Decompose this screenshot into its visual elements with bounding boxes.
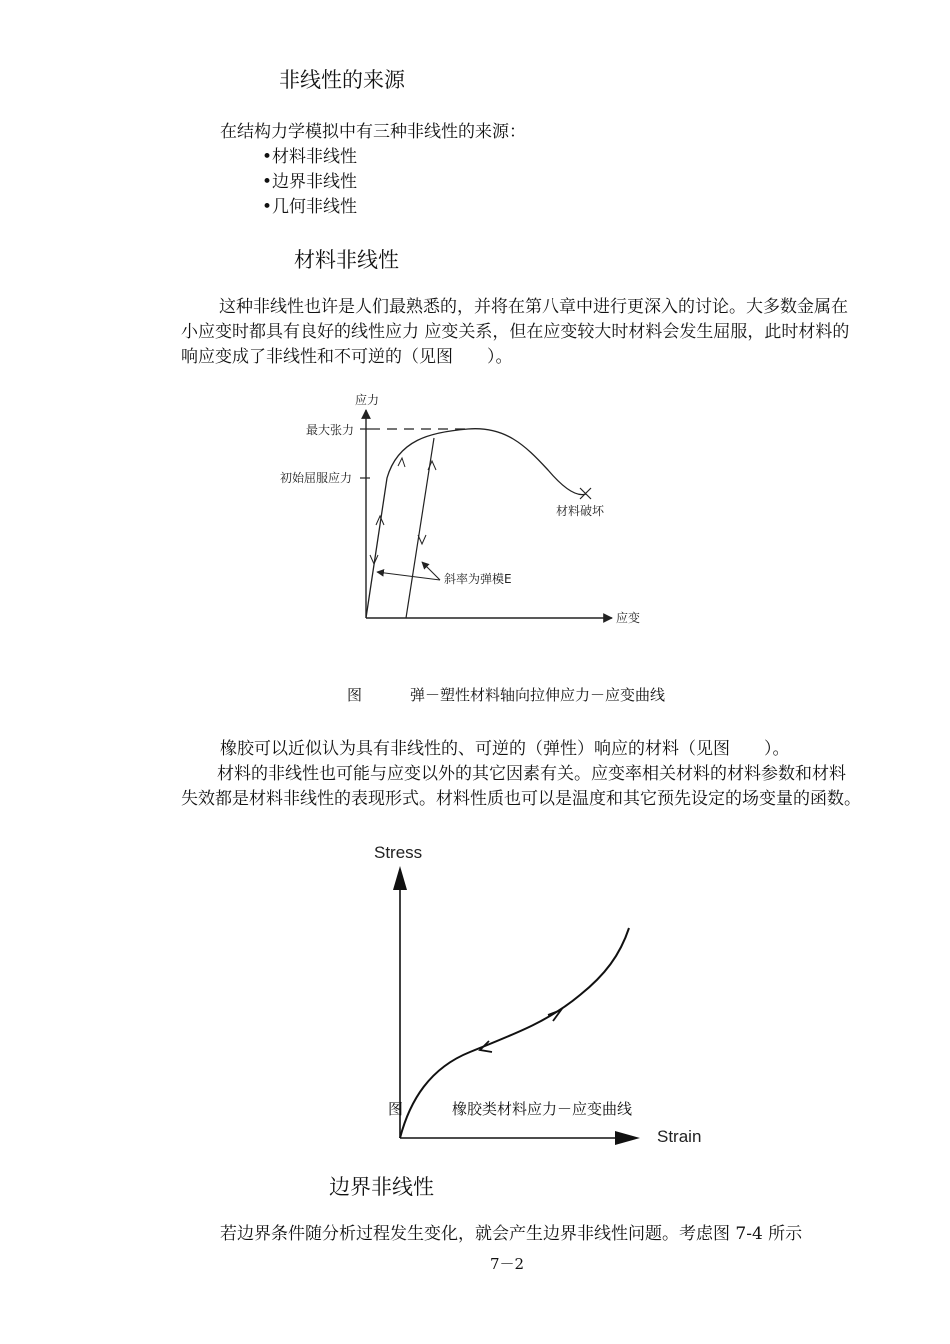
bullet-material: •材料非线性	[262, 147, 358, 167]
material-paragraph: 这种非线性也许是人们最熟悉的，并将在第八章中进行更深入的讨论。大多数金属在小应变时都具有良好的线性应力 应变关系，但在应变较大时材料会发生屈服，此时材料的响应变成了非线性和不可逆的（见图 ）。	[181, 297, 850, 367]
fig2-caption: 橡胶类材料应力－应变曲线	[452, 1100, 633, 1118]
fig1-initial-yield-label: 初始屈服应力	[280, 471, 353, 485]
bullet-boundary: •边界非线性	[262, 172, 358, 192]
fig2-y-label: Stress	[374, 843, 423, 862]
fig2-caption-prefix: 图	[388, 1100, 404, 1118]
bullet-geometric: •几何非线性	[262, 197, 358, 217]
section-title-material: 材料非线性	[294, 248, 399, 272]
rubber-line: 橡胶可以近似认为具有非线性的、可逆的（弹性）响应的材料（见图 ）。	[220, 739, 790, 759]
fig1-slope-label: 斜率为弹模E	[444, 572, 512, 586]
fig1-max-tension-label: 最大张力	[306, 423, 355, 437]
fig1-failure-label: 材料破坏	[556, 504, 605, 518]
section-title-boundary: 边界非线性	[329, 1175, 434, 1199]
boundary-paragraph: 若边界条件随分析过程发生变化，就会产生边界非线性问题。考虑图 7-4 所示	[220, 1224, 803, 1244]
page-number: 7－2	[490, 1255, 525, 1273]
intro-text: 在结构力学模拟中有三种非线性的来源：	[220, 122, 526, 142]
material-paragraph-2: 材料的非线性也可能与应变以外的其它因素有关。应变率相关材料的材料参数和材料失效都是材料非线性的表现形式。材料性质也可以是温度和其它预先设定的场变量的函数。	[181, 764, 861, 809]
fig1-caption-prefix: 图	[347, 686, 363, 704]
fig1-y-label: 应力	[355, 393, 380, 407]
fig1-caption: 弹－塑性材料轴向拉伸应力－应变曲线	[410, 686, 666, 704]
fig1-x-label: 应变	[616, 611, 641, 625]
section-title-sources: 非线性的来源	[279, 68, 405, 92]
fig2-x-label: Strain	[657, 1127, 702, 1146]
